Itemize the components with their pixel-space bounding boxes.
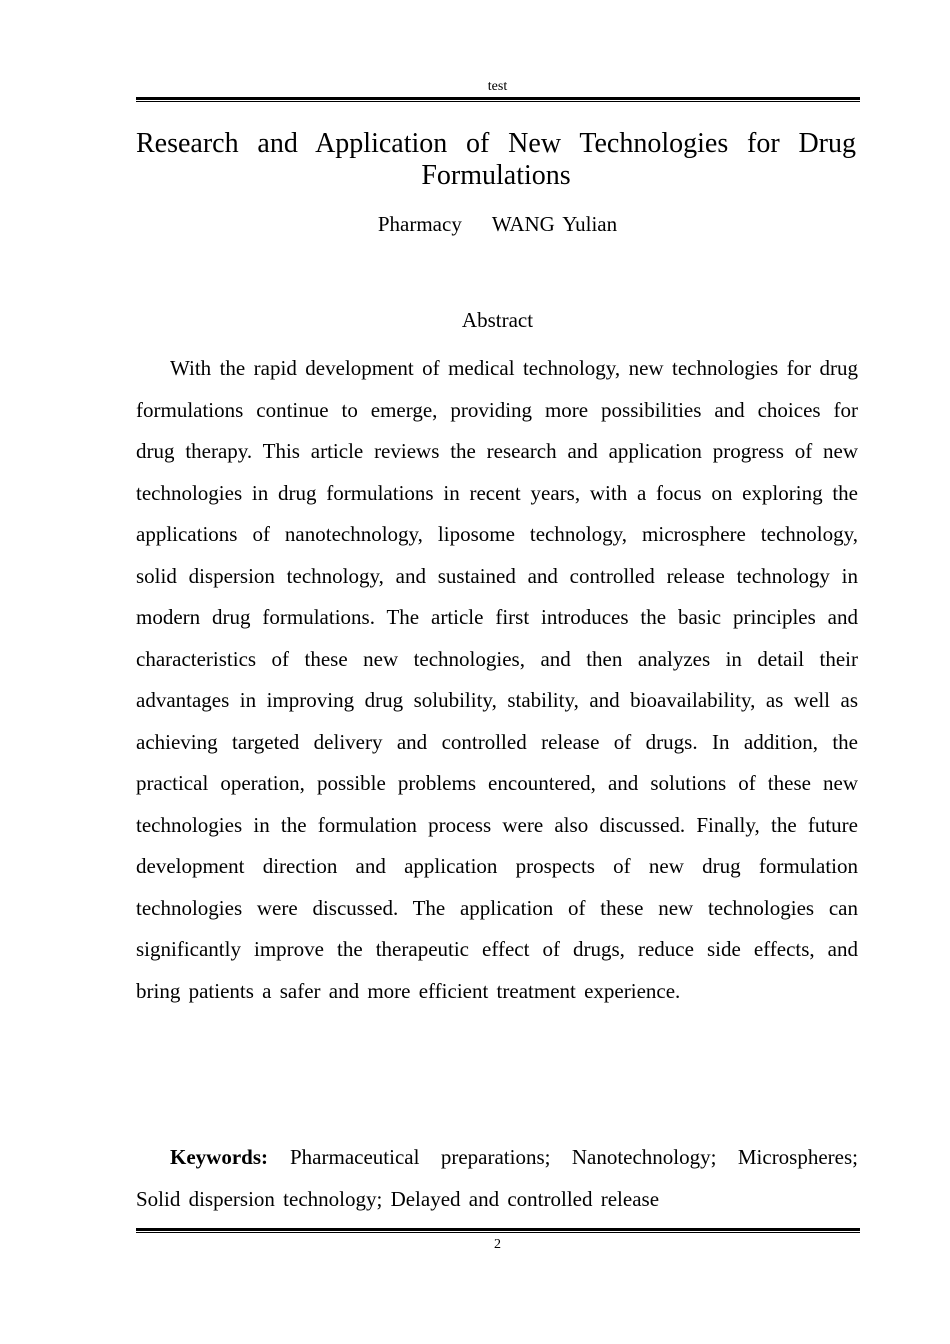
running-header: test	[487, 79, 508, 94]
footer-rule	[136, 1228, 860, 1233]
abstract-heading: Abstract	[461, 308, 534, 332]
header-rule	[136, 97, 860, 102]
keywords-text: Pharmaceutical preparations; Nanotechnology; Microspheres; Solid dispersion technology; Delayed and controlled release	[136, 1145, 858, 1211]
abstract-body: With the rapid development of medical technology, new technologies for drug formulations continue to emerge, providing more possibilities and choices for drug therapy. This article reviews the research and application progress of new technologies in drug formulations in recent years, with a focus on exploring the applications of nanotechnology, liposome technology, microsphere technology, solid dispersion technology, and sustained and controlled release technology in modern drug formulations. The article first introduces the basic principles and characteristics of these new technologies, and then analyzes in detail their advantages in improving drug solubility, stability, and bioavailability, as well as achieving targeted delivery and controlled release of drugs. In addition, the practical operation, possible problems encountered, and solutions of these new technologies in the formulation process were also discussed. Finally, the future development direction and application prospects of new drug formulation technologies were discussed. The application of these new technologies can significantly improve the therapeutic effect of drugs, reduce side effects, and bring patients a safer and more efficient treatment experience.	[136, 356, 858, 1003]
keywords-label: Keywords:	[170, 1145, 268, 1169]
keywords-paragraph	[136, 1137, 858, 1220]
page-number: 2	[494, 1237, 501, 1252]
author-name: WANG Yulian	[491, 212, 618, 236]
paper-title: Research and Application of New Technologies for Drug Formulations	[136, 128, 856, 191]
department: Pharmacy	[377, 212, 462, 236]
author-line	[0, 212, 950, 237]
